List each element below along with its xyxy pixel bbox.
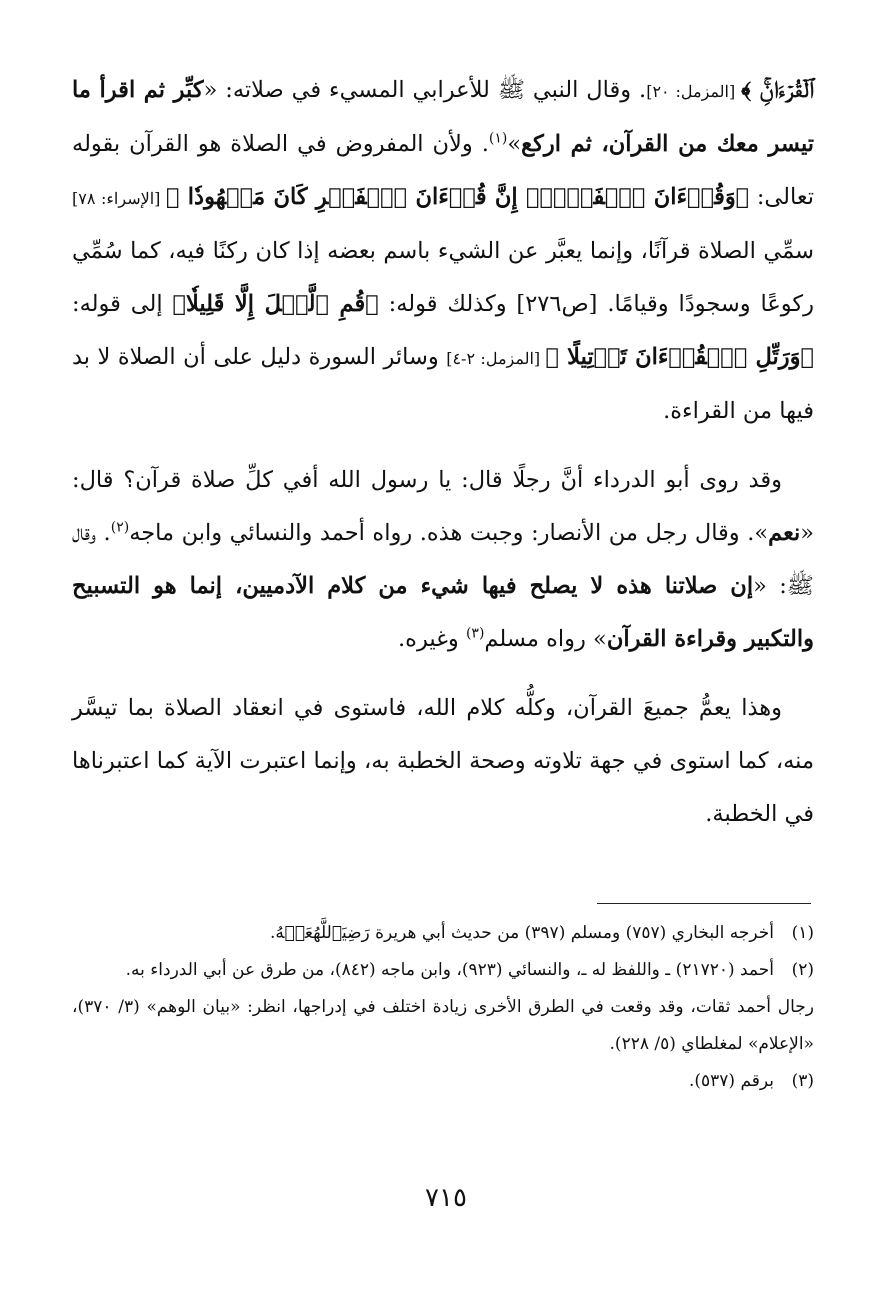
- quran-verse: ﴿وَرَتِّلِ ٱلۡقُرۡءَانَ تَرۡتِيلًا ﴾: [545, 344, 814, 370]
- quran-verse: ﴿وَقُرۡءَانَ ٱلۡفَجۡرِۖ إِنَّ قُرۡءَانَ ٱلۡفَجۡرِ كَانَ مَشۡهُودٗا ﴾: [165, 184, 750, 210]
- footnote-text: أخرجه البخاري (٧٥٧) ومسلم (٣٩٧) من حديث أبي هريرة رَضِيَٱللَّهُعَنۡهُ.: [270, 923, 774, 943]
- hadith-quote: إن صلاتنا هذه لا يصلح فيها شيء من كلام الآدميين، إنما هو التسبيح والتكبير وقراءة القرآن: [72, 573, 814, 652]
- footnote-marker[interactable]: (١): [488, 130, 508, 147]
- text-run: ». وقال رجل من الأنصار: وجبت هذه. رواه أحمد والنسائي وابن ماجه: [129, 520, 769, 546]
- verse-reference: [المزمل: ٢٠]: [646, 82, 742, 101]
- paragraph-2: [72, 454, 814, 666]
- footnote-text: أحمد (٢١٧٢٠) ـ واللفظ له ـ، والنسائي (٩٢٣)، وابن ماجه (٨٤٢)، من طرق عن أبي الدرداء به.: [125, 960, 774, 980]
- text-run: . ولأن المفروض في الصلاة هو القرآن بقوله تعالى:: [72, 131, 814, 210]
- paragraph-3: وهذا يعمُّ جميعَ القرآن، وكلُّه كلام الله، فاستوى في انعقاد الصلاة بما تيسَّر منه، كما استوى في جهة تلاوته وصحة الخطبة به، وإنما اعتبرت الآية كما اعتبرناها في الخطبة.: [72, 695, 814, 827]
- footnote-number: (٢): [791, 960, 814, 980]
- footnote-separator: [597, 903, 811, 904]
- hadith-quote: نعم: [768, 520, 801, 546]
- text-run: سمِّي الصلاة قرآنًا، وإنما يعبَّر عن الشيء باسم بعضه إذا كان ركنًا فيه، كما سُمِّي ركوعًا وسجودًا وقيامًا. [ص٢٧٦] وكذلك قوله:: [72, 238, 814, 317]
- text-run: وقد روى أبو الدرداء أنَّ رجلًا قال: يا رسول الله أفي كلِّ صلاة قرآن؟ قال: «: [72, 467, 814, 546]
- text-run: . وقال النبي ﷺ للأعرابي المسيء في صلاته: «: [203, 77, 647, 103]
- footnote-text: برقم (٥٣٧).: [688, 1071, 774, 1091]
- footnote-marker[interactable]: (٣): [465, 625, 485, 642]
- verse-reference: [المزمل: ٢-٤]: [446, 349, 546, 368]
- footnote-number: (١): [791, 923, 814, 943]
- paragraph-1: [72, 64, 814, 438]
- footnote-2: [72, 952, 814, 989]
- page-number: ٧١٥: [425, 1183, 467, 1213]
- quran-verse: ﭐلۡقُرۡءَانِۚ ﴾: [741, 77, 815, 103]
- footnote-number: (٣): [791, 1071, 814, 1091]
- footnotes: [72, 915, 814, 1100]
- footnote-3: [72, 1063, 814, 1100]
- text-run: » رواه مسلم: [484, 626, 607, 652]
- text-run: . وقال ﷺ: «: [72, 520, 814, 599]
- quran-verse: ﴿قُمِ ٱلَّيۡلَ إِلَّا قَلِيلٗا﴾: [172, 291, 379, 317]
- footnote-2-continuation: رجال أحمد ثقات، وقد وقعت في الطرق الأخرى زيادة اختلف في إدراجها، انظر: «بيان الوهم» (٣/ ٣٧٠)، «الإعلام» لمغلطاي (٥/ ٢٢٨).: [72, 997, 814, 1054]
- text-run: وسائر السورة دليل على أن الصلاة لا بد فيها من القراءة.: [72, 344, 814, 424]
- main-text: [72, 64, 814, 841]
- verse-reference: [الإسراء: ٧٨]: [72, 189, 166, 208]
- text-run: إلى قوله:: [72, 291, 173, 317]
- footnote-marker[interactable]: (٢): [110, 519, 130, 536]
- text-run: »: [507, 131, 522, 157]
- hadith-quote: كبِّر ثم اقرأ ما تيسر معك من القرآن، ثم اركع: [72, 77, 814, 157]
- footnote-1: [72, 915, 814, 952]
- text-run: وغيره.: [398, 626, 466, 652]
